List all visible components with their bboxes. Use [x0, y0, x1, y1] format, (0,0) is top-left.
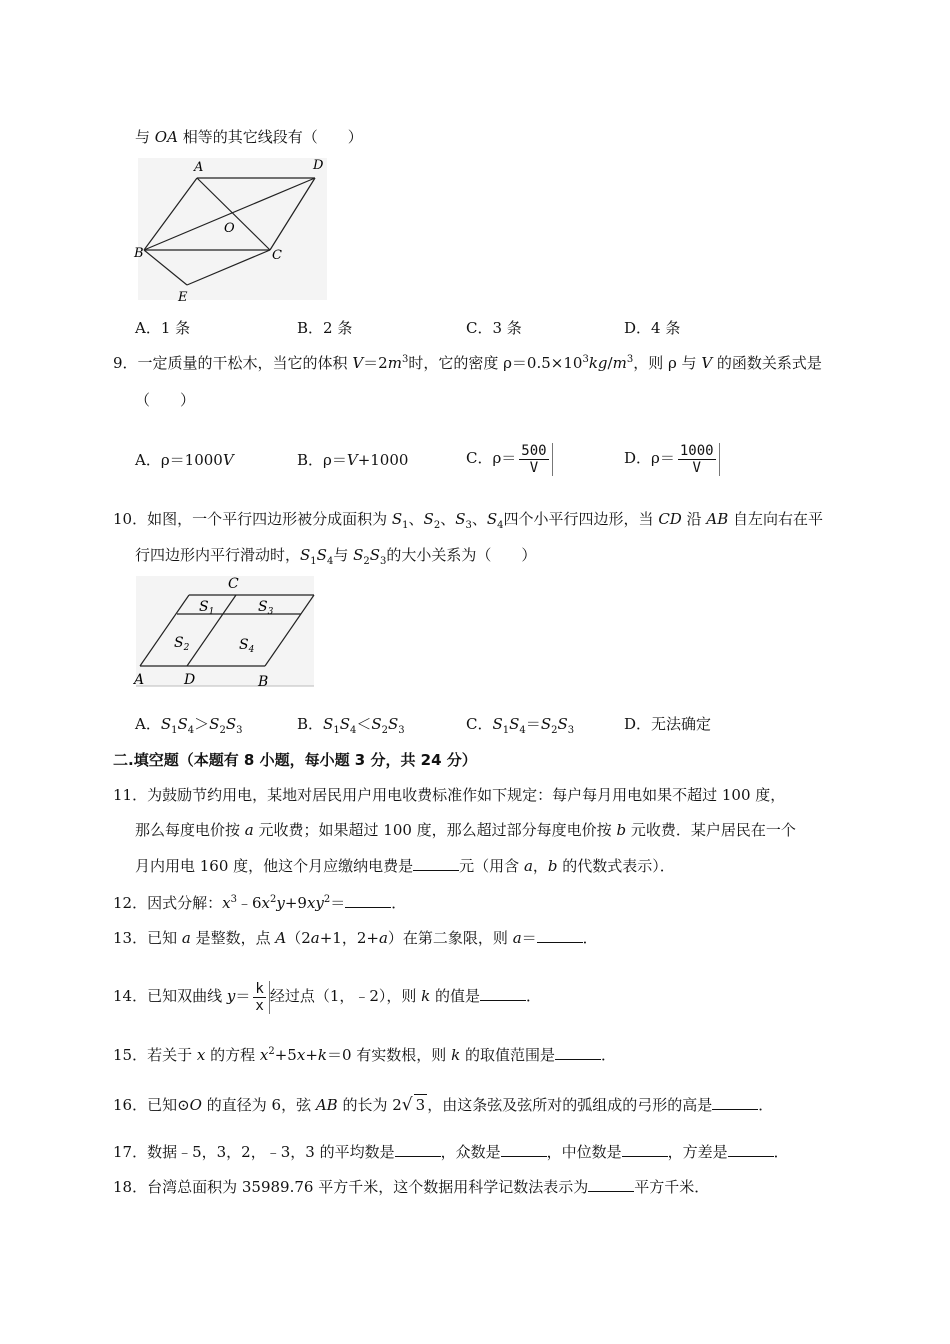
q8-label-o: O: [224, 221, 235, 236]
q17-variance-blank[interactable]: [728, 1142, 774, 1157]
q9-option-d-fraction: $\frac{1000}{V}$: [675, 443, 720, 476]
q8-stem: 与 OA 相等的其它线段有（ ）: [135, 128, 363, 146]
q14-answer-blank[interactable]: [480, 986, 526, 1001]
q8-label-e: E: [178, 290, 188, 305]
q13: 13．已知 a 是整数，点 A（2a+1，2+a）在第二象限，则 a＝ ．: [113, 929, 598, 947]
q15-answer-blank[interactable]: [555, 1045, 601, 1060]
q16: 16．已知⊙O 的直径为 6，弦 AB 的长为 2√ 3 ，由这条弦及弦所对的弧组成的弓形的高是 ．: [113, 1095, 774, 1115]
q8-label-c: C: [272, 248, 282, 263]
q10-label-a: A: [134, 672, 145, 688]
q8-option-d: D．4 条: [624, 319, 681, 337]
q17-mean-blank[interactable]: [395, 1142, 441, 1157]
q9-paren: （ ）: [135, 391, 196, 409]
q10-option-d: D．无法确定: [624, 715, 712, 733]
q10-stem-line1: 10．如图，一个平行四边形被分成面积为 $S_1$、$S_2$、$S_3$、$S_4$四个小平行四边形，当 CD 沿 AB 自左向右在平: [113, 510, 824, 531]
q16-radicand: 3: [415, 1096, 426, 1114]
q10-label-b: B: [258, 674, 269, 690]
q8-label-d: D: [313, 158, 324, 173]
q8-option-c: C．3 条: [466, 319, 522, 337]
q11-line2: 那么每度电价按 a 元收费；如果超过 100 度，那么超过部分每度电价按 b 元收费．某户居民在一个: [135, 821, 796, 839]
q10-figure: [130, 572, 320, 692]
q9-stem: 9．一定质量的干松木，当它的体积 $V=2m^3$时，它的密度 $\rho=0.5\times 10^3kg/m^3$，则 ρ 与 V 的函数关系式是: [113, 354, 822, 372]
q8-option-b: B．2 条: [297, 319, 353, 337]
q18: 18．台湾总面积为 35989.76 平方千米，这个数据用科学记数法表示为 平方千米．: [113, 1178, 710, 1196]
q9-option-a: A．ρ＝1000V: [135, 451, 234, 469]
q10-label-d: D: [184, 672, 196, 688]
q8-figure: [132, 155, 332, 305]
q14: 14．已知双曲线 y＝ $\frac{k}{x}$ 经过点（1，﹣2），则 k 的值是 ．: [113, 980, 542, 1014]
section-heading: 二.填空题（本题有 8 小题，每小题 3 分，共 24 分）: [113, 751, 477, 769]
q10-option-a: A．$S_1S_4>S_2S_3$: [135, 715, 243, 736]
q8-label-b: B: [134, 246, 144, 261]
q10-option-c: C．$S_1S_4=S_2S_3$: [466, 715, 575, 736]
q8-option-a: A．1 条: [135, 319, 191, 337]
q8-label-a: A: [194, 160, 204, 175]
q9-option-c: C．ρ＝ $\frac{500}{V}$: [466, 440, 553, 476]
q10-label-s2: $S_2$: [174, 635, 190, 653]
q17-median-blank[interactable]: [622, 1142, 668, 1157]
q13-answer-blank[interactable]: [537, 928, 583, 943]
q11-line1: 11．为鼓励节约用电，某地对居民用户用电收费标准作如下规定：每户每月用电如果不超过 100 度，: [113, 786, 786, 804]
q18-answer-blank[interactable]: [588, 1177, 634, 1192]
q14-fraction: $\frac{k}{x}$: [250, 981, 269, 1014]
q17: 17．数据﹣5，3，2，﹣3，3 的平均数是 ，众数是 ，中位数是 ，方差是 ．: [113, 1143, 789, 1161]
sqrt-icon: √: [401, 1095, 413, 1115]
q9-option-d: D．ρ＝ $\frac{1000}{V}$: [624, 440, 720, 476]
q15: 15．若关于 x 的方程 $x^2+5x+k=0$ 有实数根，则 k 的取值范围是 ．: [113, 1046, 616, 1064]
q10-label-s3: $S_3$: [258, 599, 274, 617]
q16-answer-blank[interactable]: [712, 1095, 758, 1110]
q10-label-c: C: [228, 576, 239, 592]
q17-mode-blank[interactable]: [501, 1142, 547, 1157]
q11-line3: 月内用电 160 度，他这个月应缴纳电费是 元（用含 a，b 的代数式表示）．: [135, 857, 675, 875]
q11-answer-blank[interactable]: [413, 856, 459, 871]
q10-option-b: B．$S_1S_4<S_2S_3$: [297, 715, 405, 736]
q10-label-s4: $S_4$: [239, 637, 255, 655]
q9-option-b: B．ρ＝V+1000: [297, 451, 409, 469]
q9-option-c-fraction: $\frac{500}{V}$: [516, 443, 552, 476]
q10-label-s1: $S_1$: [199, 599, 215, 617]
q10-stem-line2: 行四边形内平行滑动时，$S_1S_4$与 $S_2S_3$的大小关系为（ ）: [135, 546, 537, 567]
q12: 12．因式分解：$x^3﹣6x^2y+9xy^2=$ ．: [113, 894, 407, 912]
q12-answer-blank[interactable]: [345, 893, 391, 908]
